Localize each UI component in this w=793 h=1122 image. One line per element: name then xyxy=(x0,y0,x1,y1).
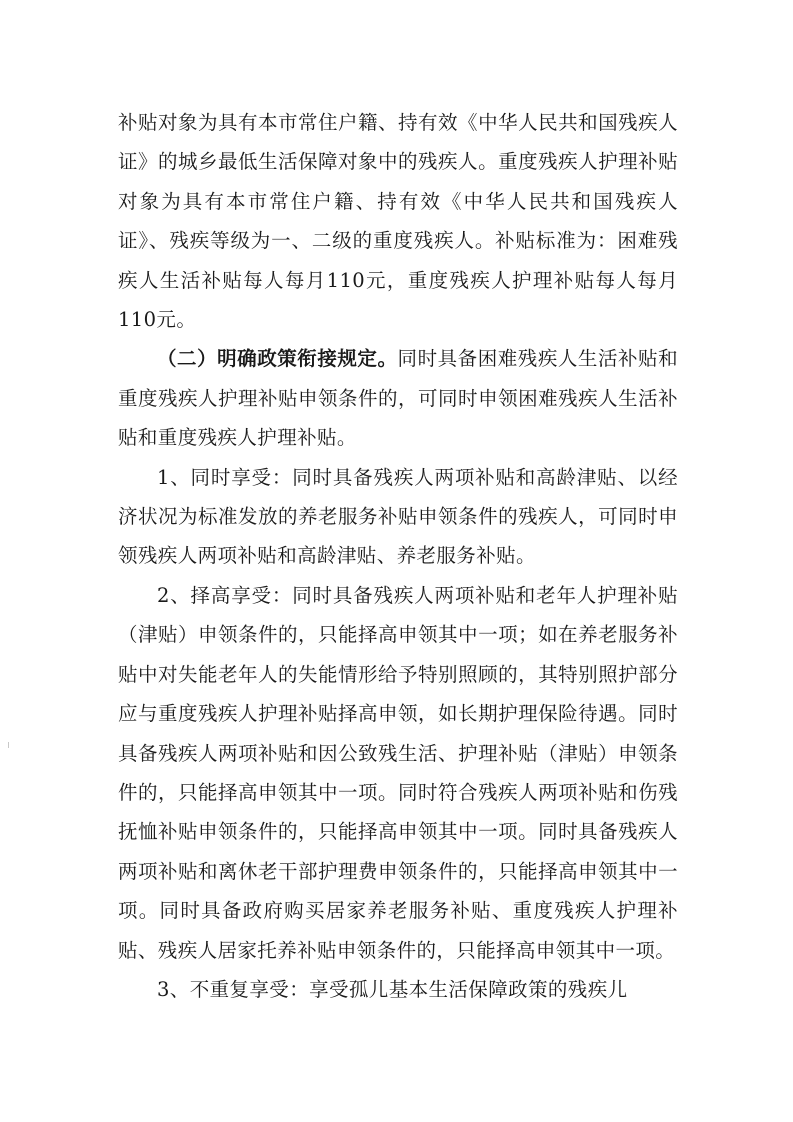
document-body xyxy=(118,103,678,1009)
paragraph-item-1: 1、同时享受：同时具备残疾人两项补贴和高龄津贴、以经济状况为标准发放的养老服务补贴申领条件的残疾人，可同时申领残疾人两项补贴和高龄津贴、养老服务补贴。 xyxy=(118,465,678,568)
paragraph-item-3: 3、不重复享受：享受孤儿基本生活保障政策的残疾儿 xyxy=(157,977,628,1001)
scan-margin-mark xyxy=(8,742,9,748)
paragraph-item-2: 2、择高享受：同时具备残疾人两项补贴和老年人护理补贴（津贴）申领条件的，只能择高申领其中一项；如在养老服务补贴中对失能老年人的失能情形给予特别照顾的，其特别照护部分应与重度残疾人护理补贴择高申领，如长期护理保险待遇。同时具备残疾人两项补贴和因公致残生活、护理补贴（津贴）申领条件的，只能择高申领其中一项。同时符合残疾人两项补贴和伤残抚恤补贴申领条件的，只能择高申领其中一项。同时具备残疾人两项补贴和离休老干部护理费申领条件的，只能择高申领其中一项。同时具备政府购买居家养老服务补贴、重度残疾人护理补贴、残疾人居家托养补贴申领条件的，只能择高申领其中一项。 xyxy=(118,583,678,962)
paragraph-continuation: 补贴对象为具有本市常住户籍、持有效《中华人民共和国残疾人证》的城乡最低生活保障对象中的残疾人。重度残疾人护理补贴对象为具有本市常住户籍、持有效《中华人民共和国残疾人证》、残疾等级为一、二级的重度残疾人。补贴标准为：困难残疾人生活补贴每人每月110元，重度残疾人护理补贴每人每月110元。 xyxy=(118,111,678,332)
paragraph-text: 同时具备困难残疾人生活补贴和重度残疾人护理补贴申领条件的，可同时申领困难残疾人生活补贴和重度残疾人护理补贴。 xyxy=(118,347,678,450)
section-heading-inline: （二）明确政策衔接规定。 xyxy=(157,347,398,371)
paragraph-policy-connection xyxy=(118,339,678,457)
